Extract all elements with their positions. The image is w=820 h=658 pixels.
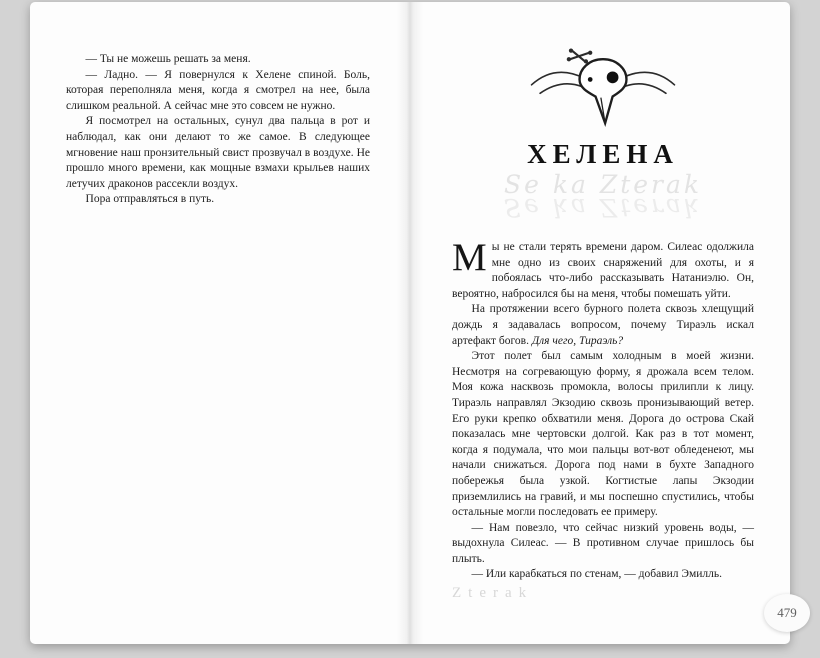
left-page xyxy=(30,2,410,644)
chapter-title: ХЕЛЕНА xyxy=(527,139,679,169)
paragraph-text: На протяжении всего бурного полета сквозь хлещущий дождь я задавалась вопросом, почему Тираэль искал артефакт богов. xyxy=(452,303,754,347)
paragraph: — Или карабкаться по стенам, — добавил Эмилль. xyxy=(471,568,723,581)
opening-paragraph xyxy=(452,236,754,302)
raven-skull-ornament xyxy=(518,44,688,137)
page-watermark: Zterak xyxy=(452,585,534,601)
left-page-text xyxy=(66,52,370,208)
paragraph: Этот полет был самым холодным в моей жизни. Несмотря на согревающую форму, я дрожала всем телом. Моя кожа насквозь промокла, волосы прилипли к лицу. Тираэль направлял Экзодию сквозь пронизывающий ветер. Его руки крепко обхватили меня. Дорога до острова Скай показалась мне чертовски долгой. Как раз в тот момент, когда я подумала, что мои пальцы вот-вот обледенеют, мы начали снижаться. Дорога под нами в бухте Западного побережья была узкой. Когтистые лапы Экзодии приземлились на гравий, и мы поспешно спустились, чтобы остальные могли последовать ее примеру. xyxy=(452,350,754,519)
raven-skull-icon xyxy=(523,44,683,132)
paragraph-italic-text: Для чего, Тираэль? xyxy=(531,334,624,347)
ghost-showthrough-text xyxy=(452,170,754,232)
paragraph xyxy=(452,302,754,349)
ghost-text-line: Se ka Zterak xyxy=(503,170,703,199)
paragraph-text: ы не стали терять времени даром. Силеас одолжила мне одно из своих снаряжений для охоты, и я побоялась что-либо рассказывать Натаниэлю. Он, вероятно, набросился бы на меня, чтобы помешать уйти. xyxy=(452,241,754,300)
paragraph: Пора отправляться в путь. xyxy=(85,193,215,206)
right-page xyxy=(410,2,790,644)
ghost-text-reflection: Se ka Zterak xyxy=(503,193,703,222)
page-number: 479 xyxy=(777,605,797,620)
book-spread xyxy=(30,2,790,644)
paragraph: — Нам повезло, что сейчас низкий уровень воды, — выдохнула Силеас. — В противном случае пришлось бы плыть. xyxy=(452,521,754,565)
page-number-badge[interactable] xyxy=(764,594,810,632)
right-page-text xyxy=(452,236,754,583)
paragraph: — Ты не можешь решать за меня. xyxy=(85,53,251,65)
paragraph: — Ладно. — Я повернулся к Хелене спиной. Боль, которая переполняла меня, когда я смотрел на нее, была слишком реальной. А сейчас мне это совсем не нужно. xyxy=(66,68,370,112)
drop-cap: М xyxy=(452,236,487,279)
paragraph: Я посмотрел на остальных, сунул два пальца в рот и наблюдал, как они делают то же самое. В следующее мгновение наш пронзительный свист прозвучал в воздухе. Не прошло много времени, как мощные взмахи крыльев наших летучих драконов рассекли воздух. xyxy=(66,115,370,190)
